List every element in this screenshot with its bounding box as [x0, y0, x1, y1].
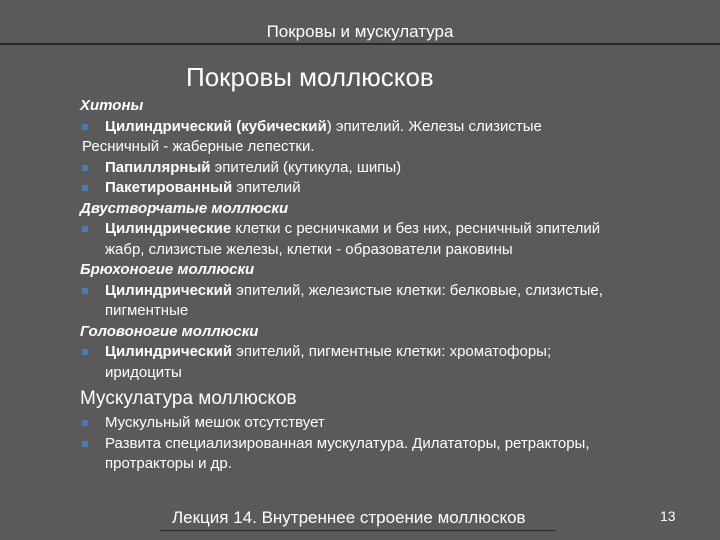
bold-term: Цилиндрические [105, 220, 232, 237]
item-text-line2: пигментные [105, 302, 189, 319]
bullet-square-icon [82, 124, 88, 130]
bullet-square-icon [82, 226, 88, 232]
item-text-line2: протракторы и др. [105, 455, 232, 472]
item-text-line2: жабр, слизистые железы, клетки - образователи раковины [105, 240, 513, 258]
list-item [80, 117, 700, 138]
list-item-continuation: Ресничный - жаберные лепестки. [82, 138, 315, 155]
slide-body [80, 96, 700, 475]
page-number: 13 [660, 508, 676, 524]
group-heading-chitons: Хитоны [80, 97, 144, 114]
item-text: эпителий, пигментные клетки: хроматофоры; [232, 343, 552, 360]
list-item [80, 158, 700, 179]
list-item [80, 434, 700, 475]
group-heading-gastropods: Брюхоногие моллюски [80, 261, 255, 278]
bullet-square-icon [82, 420, 88, 426]
item-text: клетки с ресничками и без них, ресничный эпителий [231, 220, 601, 237]
item-text: эпителий, железистые клетки: белковые, слизистые, [232, 281, 603, 299]
item-text-line2: иридоциты [105, 363, 182, 381]
group-heading-bivalves: Двустворчатые моллюски [80, 199, 289, 217]
slide-title: Покровы моллюсков [186, 62, 434, 92]
group-heading-cephalopods: Головоногие моллюски [80, 322, 259, 340]
header-title: Покровы и мускулатура [266, 22, 454, 41]
bullet-square-icon [82, 288, 88, 294]
list-item [80, 178, 700, 199]
list-item [80, 342, 700, 383]
item-text: ) эпителий. Железы слизистые [326, 117, 542, 135]
item-text: Развита специализированная мускулатура. Дилататоры, ретракторы, [105, 434, 590, 452]
item-text: эпителий (кутикула, шипы) [210, 158, 402, 176]
bold-term: Цилиндрический [105, 343, 233, 360]
list-item [80, 281, 700, 322]
bold-term: Цилиндрический [105, 281, 233, 299]
header-divider [0, 43, 720, 45]
footer-lecture-title: Лекция 14. Внутреннее строение моллюсков [172, 508, 526, 527]
list-item [80, 219, 700, 260]
item-text: Мускульный мешок отсутствует [105, 414, 325, 431]
bold-term: Пакетированный [105, 179, 233, 196]
footer-divider [160, 530, 556, 531]
item-text: эпителий [232, 179, 301, 196]
bullet-square-icon [82, 441, 88, 447]
bold-term: Цилиндрический (кубический [105, 117, 327, 135]
bullet-square-icon [82, 165, 88, 171]
bullet-square-icon [82, 185, 88, 191]
section-heading-muscles: Мускулатура моллюсков [80, 388, 297, 409]
bullet-square-icon [82, 349, 88, 355]
list-item [80, 413, 700, 434]
bold-term: Папиллярный [105, 158, 211, 176]
